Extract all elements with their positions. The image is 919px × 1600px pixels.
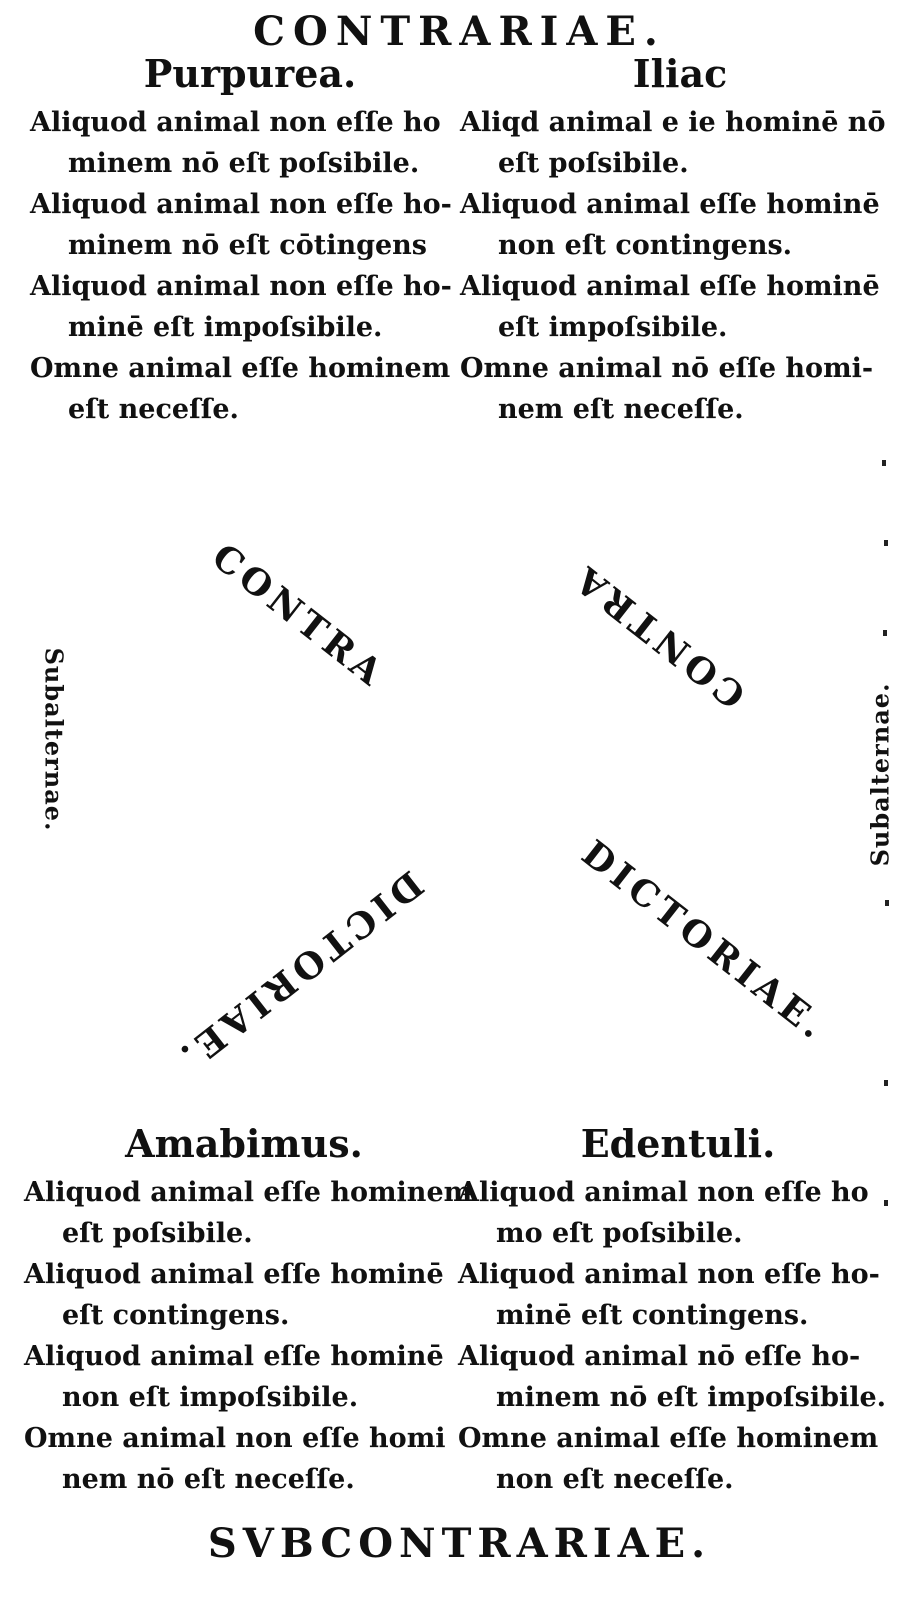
quadrant-title: Edentuli. bbox=[580, 1121, 776, 1166]
proposition-line: nem eſt neceſſe. bbox=[498, 394, 744, 425]
scan-speck bbox=[884, 1200, 888, 1206]
quadrant-bottom-right bbox=[458, 1122, 898, 1500]
proposition-line: minem nō eſt impoſsibile. bbox=[496, 1382, 887, 1413]
diagonal-label-dictoriae-left: DICTORIAE. bbox=[168, 862, 431, 1080]
proposition bbox=[458, 1418, 898, 1500]
proposition-line: Aliquod animal nō eſſe ho- bbox=[458, 1341, 861, 1372]
proposition-line: Aliquod animal eſſe hominē bbox=[24, 1259, 444, 1290]
proposition-line: nem nō eſt neceſſe. bbox=[62, 1464, 355, 1495]
proposition-line: Aliquod animal eſſe hominem bbox=[24, 1177, 473, 1208]
proposition-line: minē eſt contingens. bbox=[496, 1300, 809, 1331]
proposition bbox=[458, 1336, 898, 1418]
proposition-line: Aliquod animal non eſſe ho- bbox=[458, 1259, 880, 1290]
proposition-line: Aliquod animal non eſſe ho- bbox=[30, 271, 452, 302]
proposition-line: Aliquod animal non eſſe ho bbox=[458, 1177, 869, 1208]
proposition bbox=[24, 1418, 464, 1500]
proposition-line: Omne animal eſſe hominem bbox=[30, 353, 451, 384]
quadrant-bottom-left bbox=[24, 1121, 473, 1500]
proposition-line: eſt neceſſe. bbox=[68, 394, 239, 425]
scan-speck bbox=[884, 540, 888, 546]
proposition-line: minē eſt impoſsibile. bbox=[68, 312, 383, 343]
quadrant-top-left bbox=[30, 52, 470, 430]
proposition bbox=[30, 102, 470, 184]
heading-subcontrariae: SVBCONTRARIAE. bbox=[207, 1520, 712, 1567]
proposition-line: non eſt neceſſe. bbox=[496, 1464, 734, 1495]
proposition-line: non eſt impoſsibile. bbox=[62, 1382, 359, 1413]
proposition-line: eſt poſsibile. bbox=[62, 1218, 253, 1249]
proposition-line: Omne animal eſſe hominem bbox=[458, 1423, 879, 1454]
proposition-line: Omne animal nō eſſe homi- bbox=[460, 353, 874, 384]
proposition bbox=[30, 266, 470, 348]
proposition-line: non eſt contingens. bbox=[498, 230, 793, 261]
proposition-line: Aliquod animal eſſe hominē bbox=[460, 271, 880, 302]
proposition-line: minem nō eſt cōtingens bbox=[68, 230, 428, 261]
scan-speck bbox=[884, 1080, 888, 1086]
side-label-subalternae-right: Subalternae. bbox=[865, 682, 895, 867]
diagonal-label-contra-right: CONTRA bbox=[564, 555, 754, 717]
quadrant-title: Iliac bbox=[632, 51, 728, 96]
quadrant-title: Amabimus. bbox=[125, 1121, 363, 1166]
quadrant-top-right bbox=[460, 52, 900, 430]
proposition bbox=[460, 102, 900, 184]
proposition bbox=[460, 184, 900, 266]
heading-contrariae: CONTRARIAE. bbox=[253, 8, 666, 55]
proposition bbox=[460, 266, 900, 348]
scan-speck bbox=[882, 460, 886, 466]
quadrant-title: Purpurea. bbox=[143, 51, 357, 96]
scan-speck bbox=[885, 900, 889, 906]
proposition bbox=[458, 1172, 898, 1254]
proposition bbox=[24, 1172, 473, 1254]
proposition-line: Aliquod animal non eſſe ho bbox=[30, 107, 441, 138]
proposition-line: mo eſt poſsibile. bbox=[496, 1218, 743, 1249]
proposition-line: Aliquod animal non eſſe ho- bbox=[30, 189, 452, 220]
proposition-line: Aliqd animal e ie hominē nō bbox=[460, 107, 886, 138]
diagonal-label-contra-left: CONTRA bbox=[204, 535, 394, 697]
proposition bbox=[460, 348, 900, 430]
scan-speck bbox=[883, 630, 887, 636]
proposition bbox=[30, 184, 470, 266]
proposition bbox=[458, 1254, 898, 1336]
proposition-line: Aliquod animal eſſe hominē bbox=[460, 189, 880, 220]
proposition bbox=[24, 1254, 464, 1336]
proposition bbox=[24, 1336, 464, 1418]
diagonal-label-dictoriae-right: DICTORIAE. bbox=[573, 832, 836, 1050]
proposition-line: eſt impoſsibile. bbox=[498, 312, 728, 343]
proposition-line: Aliquod animal eſſe hominē bbox=[24, 1341, 444, 1372]
proposition bbox=[30, 348, 470, 430]
proposition-line: eſt poſsibile. bbox=[498, 148, 689, 179]
proposition-line: eſt contingens. bbox=[62, 1300, 290, 1331]
proposition-line: minem nō eſt poſsibile. bbox=[68, 148, 420, 179]
proposition-line: Omne animal non eſſe homi bbox=[24, 1423, 446, 1454]
side-label-subalternae-left: Subalternae. bbox=[39, 647, 69, 832]
